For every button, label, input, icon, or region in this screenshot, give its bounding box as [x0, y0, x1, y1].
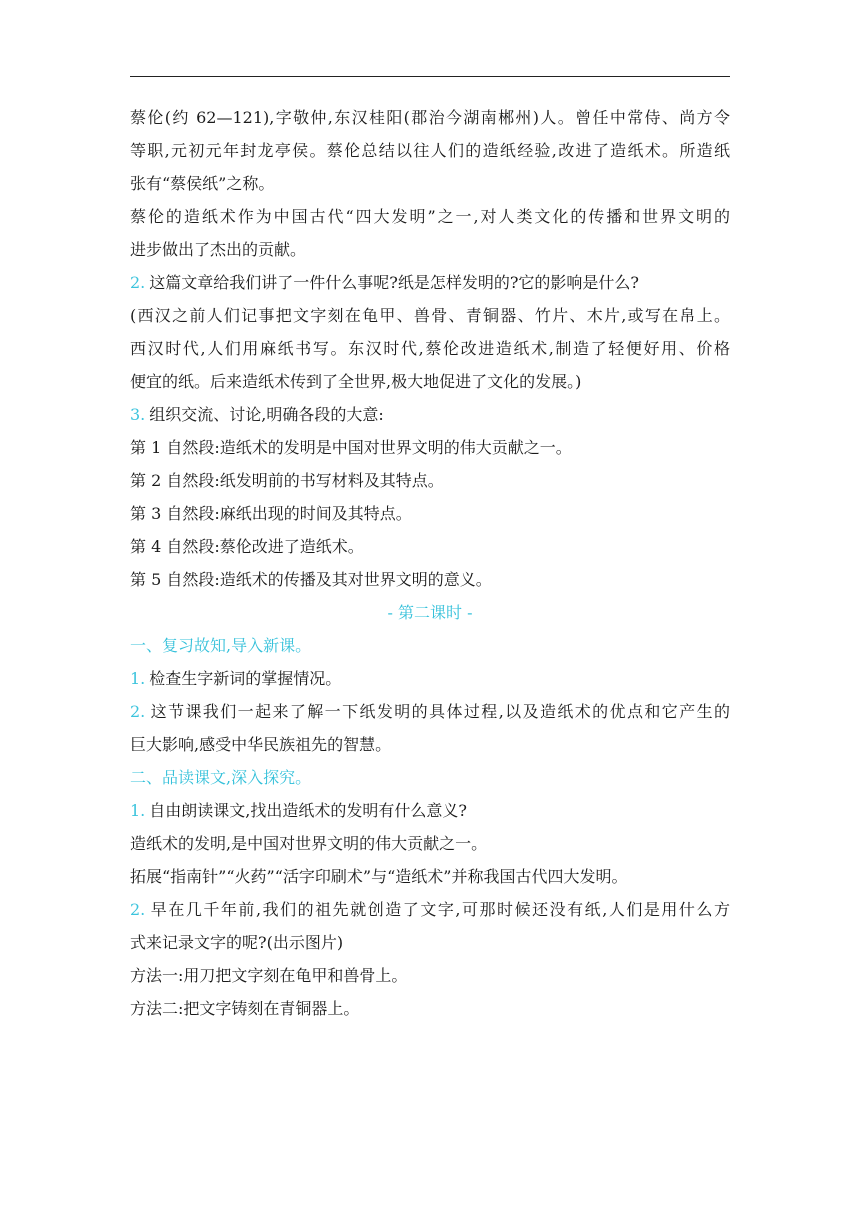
section-summary-3: 第 3 自然段:麻纸出现的时间及其特点。	[130, 504, 412, 523]
bio-line-1: 蔡伦(约 62—121),字敬仲,东汉桂阳(郡治今湖南郴州)人。曾任中常侍、尚方令	[130, 108, 730, 127]
answer-2-line-2: 西汉时代,人们用麻纸书写。东汉时代,蔡伦改进造纸术,制造了轻便好用、价格	[130, 339, 730, 358]
part-1-item-2	[130, 695, 730, 728]
question-3-text: 组织交流、讨论,明确各段的大意:	[149, 405, 384, 424]
bio-line-2: 等职,元初元年封龙亭侯。蔡伦总结以往人们的造纸经验,改进了造纸术。所造纸	[130, 141, 730, 160]
question-2-text: 这篇文章给我们讲了一件什么事呢?纸是怎样发明的?它的影响是什么?	[149, 273, 640, 292]
question-3	[130, 398, 730, 431]
lesson-2-title: - 第二课时 -	[387, 603, 473, 622]
part-1-item-1-text: 检查生字新词的掌握情况。	[149, 669, 342, 688]
part-1-item-2-continued: 巨大影响,感受中华民族祖先的智慧。	[130, 735, 392, 754]
method-2: 方法二:把文字铸刻在青铜器上。	[130, 999, 360, 1018]
part-1-item-2-number: 2.	[130, 702, 146, 721]
section-summary-5: 第 5 自然段:造纸术的传播及其对世界文明的意义。	[130, 570, 492, 589]
question-2-number: 2.	[130, 273, 146, 292]
part-2-item-1-answer: 造纸术的发明,是中国对世界文明的伟大贡献之一。	[130, 834, 488, 853]
method-1: 方法一:用刀把文字刻在龟甲和兽骨上。	[130, 966, 408, 985]
answer-2-line-1: (西汉之前人们记事把文字刻在龟甲、兽骨、青铜器、竹片、木片,或写在帛上。	[130, 306, 730, 325]
part-2-item-1-extension: 拓展“指南针”“火药”“活字印刷术”与“造纸术”并称我国古代四大发明。	[130, 867, 628, 886]
question-3-number: 3.	[130, 405, 146, 424]
part-2-item-2-text: 早在几千年前,我们的祖先就创造了文字,可那时候还没有纸,人们是用什么方	[149, 900, 730, 919]
part-2-item-1	[130, 794, 730, 827]
question-2	[130, 266, 730, 299]
part-2-item-1-text: 自由朗读课文,找出造纸术的发明有什么意义?	[149, 801, 467, 820]
part-2-item-2	[130, 893, 730, 926]
part-2-item-2-number: 2.	[130, 900, 146, 919]
answer-2-line-3: 便宜的纸。后来造纸术传到了全世界,极大地促进了文化的发展。)	[130, 372, 582, 391]
bio-line-3: 张有“蔡侯纸”之称。	[130, 174, 275, 193]
part-1-item-1-number: 1.	[130, 669, 146, 688]
part-1-item-1	[130, 662, 730, 695]
document-body	[130, 101, 730, 1025]
section-summary-4: 第 4 自然段:蔡伦改进了造纸术。	[130, 537, 364, 556]
bio-line-5: 进步做出了杰出的贡献。	[130, 240, 307, 259]
part-1-item-2-text: 这节课我们一起来了解一下纸发明的具体过程,以及造纸术的优点和它产生的	[149, 702, 730, 721]
part-2-heading: 二、品读课文,深入探究。	[130, 768, 312, 787]
section-summary-1: 第 1 自然段:造纸术的发明是中国对世界文明的伟大贡献之一。	[130, 438, 572, 457]
part-2-item-2-continued: 式来记录文字的呢?(出示图片)	[130, 933, 344, 952]
section-summary-2: 第 2 自然段:纸发明前的书写材料及其特点。	[130, 471, 444, 490]
header-rule	[130, 76, 730, 77]
part-1-heading: 一、复习故知,导入新课。	[130, 636, 312, 655]
part-2-item-1-number: 1.	[130, 801, 146, 820]
bio-line-4: 蔡伦的造纸术作为中国古代“四大发明”之一,对人类文化的传播和世界文明的	[130, 207, 730, 226]
